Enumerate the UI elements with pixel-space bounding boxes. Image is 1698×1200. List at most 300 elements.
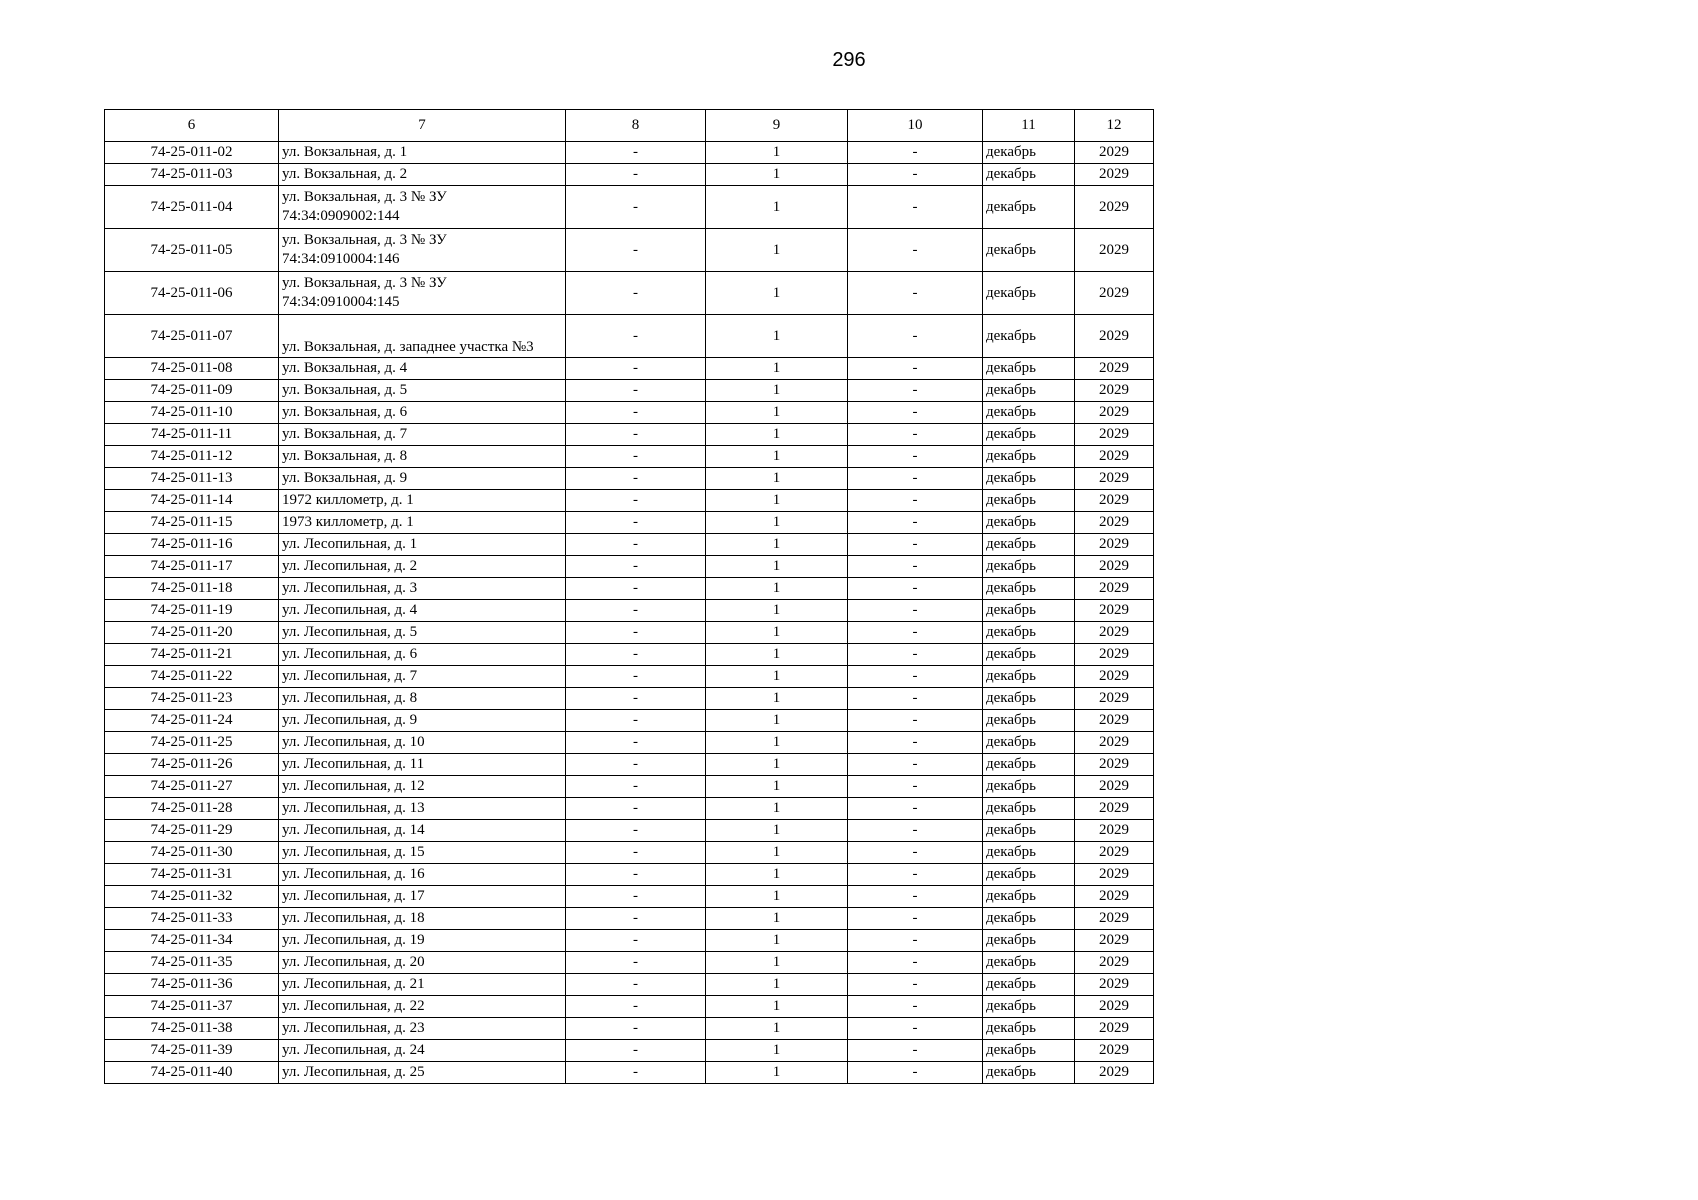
cell-month: декабрь — [983, 556, 1075, 578]
table-row — [105, 820, 1154, 842]
cell-code: 74-25-011-24 — [105, 710, 279, 732]
cell-col-8: - — [566, 578, 706, 600]
address-line: ул. Лесопильная, д. 23 — [282, 1020, 425, 1036]
cell-col-10: - — [848, 732, 983, 754]
address-line: ул. Вокзальная, д. 2 — [282, 166, 408, 182]
cell-col-9: 1 — [706, 864, 848, 886]
cell-col-10: - — [848, 424, 983, 446]
cell-year: 2029 — [1075, 402, 1154, 424]
address-line: ул. Лесопильная, д. 7 — [282, 668, 418, 684]
cell-year: 2029 — [1075, 952, 1154, 974]
cell-address — [279, 930, 566, 952]
cell-col-9: 1 — [706, 952, 848, 974]
cell-address — [279, 578, 566, 600]
cell-month: декабрь — [983, 578, 1075, 600]
cell-address — [279, 644, 566, 666]
cell-col-8: - — [566, 842, 706, 864]
cell-year: 2029 — [1075, 229, 1154, 272]
cell-year: 2029 — [1075, 186, 1154, 229]
cell-col-8: - — [566, 446, 706, 468]
address-line: ул. Вокзальная, д. 4 — [282, 360, 408, 376]
cell-col-9: 1 — [706, 908, 848, 930]
address-line: 1972 киллометр, д. 1 — [282, 492, 414, 508]
address-line: ул. Лесопильная, д. 5 — [282, 624, 418, 640]
cell-address — [279, 512, 566, 534]
cell-code: 74-25-011-37 — [105, 996, 279, 1018]
cell-code: 74-25-011-15 — [105, 512, 279, 534]
cell-code: 74-25-011-21 — [105, 644, 279, 666]
cell-code: 74-25-011-26 — [105, 754, 279, 776]
address-line: ул. Вокзальная, д. 7 — [282, 426, 408, 442]
column-header: 12 — [1075, 110, 1154, 142]
cell-year: 2029 — [1075, 864, 1154, 886]
cell-month: декабрь — [983, 186, 1075, 229]
cell-col-10: - — [848, 512, 983, 534]
address-line: ул. Вокзальная, д. 9 — [282, 470, 408, 486]
address-line: ул. Вокзальная, д. западнее участка №3 — [282, 339, 534, 355]
cell-year: 2029 — [1075, 600, 1154, 622]
cell-month: декабрь — [983, 798, 1075, 820]
address-line: ул. Лесопильная, д. 20 — [282, 954, 425, 970]
table-row — [105, 186, 1154, 229]
cell-col-9: 1 — [706, 186, 848, 229]
table-row — [105, 1062, 1154, 1084]
address-line: ул. Лесопильная, д. 14 — [282, 822, 425, 838]
cell-col-10: - — [848, 688, 983, 710]
column-header: 9 — [706, 110, 848, 142]
cell-code: 74-25-011-30 — [105, 842, 279, 864]
cell-code: 74-25-011-25 — [105, 732, 279, 754]
cell-address — [279, 622, 566, 644]
cell-col-9: 1 — [706, 886, 848, 908]
table-row — [105, 732, 1154, 754]
cell-col-9: 1 — [706, 402, 848, 424]
cell-address — [279, 468, 566, 490]
cell-address — [279, 776, 566, 798]
cell-month: декабрь — [983, 534, 1075, 556]
table-row — [105, 864, 1154, 886]
cell-month: декабрь — [983, 776, 1075, 798]
cell-address — [279, 600, 566, 622]
cell-col-9: 1 — [706, 272, 848, 315]
cell-col-8: - — [566, 732, 706, 754]
table-row — [105, 164, 1154, 186]
cell-col-10: - — [848, 1018, 983, 1040]
cell-address — [279, 974, 566, 996]
cell-month: декабрь — [983, 315, 1075, 358]
cell-code: 74-25-011-08 — [105, 358, 279, 380]
cell-code: 74-25-011-34 — [105, 930, 279, 952]
cell-address — [279, 820, 566, 842]
cell-col-8: - — [566, 142, 706, 164]
cell-address — [279, 142, 566, 164]
cell-month: декабрь — [983, 908, 1075, 930]
table-row — [105, 886, 1154, 908]
cell-col-8: - — [566, 556, 706, 578]
table-row — [105, 1018, 1154, 1040]
cell-month: декабрь — [983, 644, 1075, 666]
cell-col-10: - — [848, 380, 983, 402]
cell-col-8: - — [566, 315, 706, 358]
cell-code: 74-25-011-23 — [105, 688, 279, 710]
cell-col-10: - — [848, 974, 983, 996]
table-row — [105, 402, 1154, 424]
cell-col-10: - — [848, 908, 983, 930]
cell-col-10: - — [848, 468, 983, 490]
cell-code: 74-25-011-02 — [105, 142, 279, 164]
cell-year: 2029 — [1075, 315, 1154, 358]
cell-year: 2029 — [1075, 842, 1154, 864]
cell-col-8: - — [566, 186, 706, 229]
cell-col-10: - — [848, 1062, 983, 1084]
cell-year: 2029 — [1075, 142, 1154, 164]
cell-code: 74-25-011-10 — [105, 402, 279, 424]
header-row — [105, 110, 1154, 142]
cell-month: декабрь — [983, 490, 1075, 512]
cell-year: 2029 — [1075, 974, 1154, 996]
cell-col-10: - — [848, 886, 983, 908]
address-line: ул. Вокзальная, д. 1 — [282, 144, 408, 160]
address-line: ул. Вокзальная, д. 6 — [282, 404, 408, 420]
cell-col-10: - — [848, 315, 983, 358]
address-line: ул. Лесопильная, д. 18 — [282, 910, 425, 926]
table-row — [105, 710, 1154, 732]
table-row — [105, 842, 1154, 864]
cell-month: декабрь — [983, 710, 1075, 732]
cell-col-8: - — [566, 622, 706, 644]
address-line: ул. Лесопильная, д. 11 — [282, 756, 425, 772]
table-row — [105, 776, 1154, 798]
cell-month: декабрь — [983, 1018, 1075, 1040]
cell-col-10: - — [848, 996, 983, 1018]
cell-col-8: - — [566, 272, 706, 315]
cell-year: 2029 — [1075, 490, 1154, 512]
table-row — [105, 142, 1154, 164]
table-row — [105, 380, 1154, 402]
address-line: ул. Лесопильная, д. 10 — [282, 734, 425, 750]
cell-col-10: - — [848, 1040, 983, 1062]
cell-col-9: 1 — [706, 754, 848, 776]
cell-col-8: - — [566, 666, 706, 688]
cell-address — [279, 186, 566, 229]
cell-col-8: - — [566, 710, 706, 732]
cell-code: 74-25-011-13 — [105, 468, 279, 490]
cell-month: декабрь — [983, 142, 1075, 164]
address-line: ул. Лесопильная, д. 17 — [282, 888, 425, 904]
column-header: 10 — [848, 110, 983, 142]
cell-col-9: 1 — [706, 776, 848, 798]
address-line: ул. Вокзальная, д. 5 — [282, 382, 408, 398]
table-row — [105, 798, 1154, 820]
cell-col-8: - — [566, 644, 706, 666]
cell-col-8: - — [566, 820, 706, 842]
address-line: ул. Лесопильная, д. 22 — [282, 998, 425, 1014]
cell-year: 2029 — [1075, 666, 1154, 688]
cell-address — [279, 556, 566, 578]
address-line: ул. Лесопильная, д. 16 — [282, 866, 425, 882]
table-body — [105, 142, 1154, 1084]
cell-address — [279, 1018, 566, 1040]
cell-year: 2029 — [1075, 358, 1154, 380]
cell-address — [279, 1062, 566, 1084]
address-line: ул. Лесопильная, д. 13 — [282, 800, 425, 816]
cell-year: 2029 — [1075, 468, 1154, 490]
address-line: ул. Лесопильная, д. 6 — [282, 646, 418, 662]
address-line: ул. Лесопильная, д. 2 — [282, 558, 418, 574]
cell-col-9: 1 — [706, 974, 848, 996]
cell-col-8: - — [566, 380, 706, 402]
cell-col-8: - — [566, 1018, 706, 1040]
table-row — [105, 754, 1154, 776]
table-row — [105, 996, 1154, 1018]
cell-month: декабрь — [983, 1040, 1075, 1062]
cell-year: 2029 — [1075, 1062, 1154, 1084]
address-line: ул. Лесопильная, д. 1 — [282, 536, 418, 552]
cell-month: декабрь — [983, 842, 1075, 864]
address-line: ул. Лесопильная, д. 8 — [282, 690, 418, 706]
cell-year: 2029 — [1075, 578, 1154, 600]
cell-year: 2029 — [1075, 622, 1154, 644]
cell-year: 2029 — [1075, 446, 1154, 468]
table-row — [105, 229, 1154, 272]
cell-col-9: 1 — [706, 1062, 848, 1084]
cell-address — [279, 886, 566, 908]
cell-col-10: - — [848, 930, 983, 952]
cell-month: декабрь — [983, 930, 1075, 952]
cell-col-10: - — [848, 186, 983, 229]
cell-col-10: - — [848, 402, 983, 424]
cell-year: 2029 — [1075, 798, 1154, 820]
cell-year: 2029 — [1075, 380, 1154, 402]
cell-col-9: 1 — [706, 732, 848, 754]
cell-col-8: - — [566, 974, 706, 996]
cell-col-9: 1 — [706, 666, 848, 688]
cell-col-8: - — [566, 534, 706, 556]
cell-col-9: 1 — [706, 600, 848, 622]
cell-year: 2029 — [1075, 688, 1154, 710]
cell-year: 2029 — [1075, 512, 1154, 534]
table-row — [105, 644, 1154, 666]
cell-month: декабрь — [983, 402, 1075, 424]
cell-col-10: - — [848, 358, 983, 380]
cell-col-9: 1 — [706, 534, 848, 556]
cell-year: 2029 — [1075, 908, 1154, 930]
address-line: ул. Лесопильная, д. 19 — [282, 932, 425, 948]
table-row — [105, 1040, 1154, 1062]
cell-col-10: - — [848, 534, 983, 556]
cell-col-8: - — [566, 688, 706, 710]
cell-code: 74-25-011-03 — [105, 164, 279, 186]
cell-col-8: - — [566, 512, 706, 534]
cell-year: 2029 — [1075, 644, 1154, 666]
cell-col-10: - — [848, 842, 983, 864]
cell-col-8: - — [566, 164, 706, 186]
cell-col-8: - — [566, 402, 706, 424]
cell-month: декабрь — [983, 358, 1075, 380]
cell-col-9: 1 — [706, 1018, 848, 1040]
cell-month: декабрь — [983, 688, 1075, 710]
address-line: ул. Вокзальная, д. 3 № ЗУ — [282, 275, 447, 291]
cell-month: декабрь — [983, 229, 1075, 272]
cell-col-10: - — [848, 600, 983, 622]
cell-col-10: - — [848, 864, 983, 886]
column-header: 8 — [566, 110, 706, 142]
cell-code: 74-25-011-29 — [105, 820, 279, 842]
cell-col-10: - — [848, 754, 983, 776]
cell-col-9: 1 — [706, 424, 848, 446]
cell-col-8: - — [566, 600, 706, 622]
cell-code: 74-25-011-20 — [105, 622, 279, 644]
column-header: 11 — [983, 110, 1075, 142]
cell-year: 2029 — [1075, 754, 1154, 776]
cell-address — [279, 229, 566, 272]
cell-col-9: 1 — [706, 820, 848, 842]
cell-month: декабрь — [983, 512, 1075, 534]
address-line: ул. Лесопильная, д. 9 — [282, 712, 418, 728]
cell-code: 74-25-011-17 — [105, 556, 279, 578]
cell-col-9: 1 — [706, 644, 848, 666]
cell-code: 74-25-011-38 — [105, 1018, 279, 1040]
cell-address — [279, 666, 566, 688]
cell-col-10: - — [848, 556, 983, 578]
cell-col-8: - — [566, 798, 706, 820]
cell-col-10: - — [848, 710, 983, 732]
table-row — [105, 272, 1154, 315]
table-row — [105, 358, 1154, 380]
cell-col-8: - — [566, 490, 706, 512]
cell-col-10: - — [848, 446, 983, 468]
cell-month: декабрь — [983, 468, 1075, 490]
cell-address — [279, 446, 566, 468]
table-row — [105, 974, 1154, 996]
address-line: ул. Лесопильная, д. 24 — [282, 1042, 425, 1058]
cell-col-8: - — [566, 908, 706, 930]
cell-year: 2029 — [1075, 732, 1154, 754]
cell-col-10: - — [848, 272, 983, 315]
column-header: 7 — [279, 110, 566, 142]
cell-code: 74-25-011-35 — [105, 952, 279, 974]
cell-code: 74-25-011-14 — [105, 490, 279, 512]
cell-col-9: 1 — [706, 490, 848, 512]
cell-address — [279, 908, 566, 930]
cell-col-8: - — [566, 1040, 706, 1062]
cell-address — [279, 490, 566, 512]
cell-code: 74-25-011-19 — [105, 600, 279, 622]
cell-code: 74-25-011-09 — [105, 380, 279, 402]
address-line: ул. Лесопильная, д. 3 — [282, 580, 418, 596]
cell-address — [279, 272, 566, 315]
cell-col-9: 1 — [706, 798, 848, 820]
cell-month: декабрь — [983, 974, 1075, 996]
cell-col-8: - — [566, 930, 706, 952]
table-row — [105, 930, 1154, 952]
cell-col-9: 1 — [706, 996, 848, 1018]
cell-address — [279, 380, 566, 402]
cell-month: декабрь — [983, 1062, 1075, 1084]
cell-code: 74-25-011-05 — [105, 229, 279, 272]
cell-col-10: - — [848, 578, 983, 600]
cell-col-8: - — [566, 468, 706, 490]
address-line: ул. Лесопильная, д. 15 — [282, 844, 425, 860]
cell-address — [279, 534, 566, 556]
cell-col-8: - — [566, 952, 706, 974]
cell-code: 74-25-011-18 — [105, 578, 279, 600]
cell-address — [279, 754, 566, 776]
cell-month: декабрь — [983, 864, 1075, 886]
cell-month: декабрь — [983, 732, 1075, 754]
address-line: ул. Вокзальная, д. 8 — [282, 448, 408, 464]
table-row — [105, 534, 1154, 556]
cell-year: 2029 — [1075, 930, 1154, 952]
cell-col-9: 1 — [706, 688, 848, 710]
data-table — [104, 109, 1154, 1084]
cell-col-9: 1 — [706, 1040, 848, 1062]
cell-col-10: - — [848, 644, 983, 666]
cell-col-10: - — [848, 666, 983, 688]
cell-col-9: 1 — [706, 164, 848, 186]
cell-month: декабрь — [983, 600, 1075, 622]
cell-col-10: - — [848, 142, 983, 164]
table-row — [105, 600, 1154, 622]
table-row — [105, 468, 1154, 490]
address-line: 74:34:0910004:146 — [282, 251, 400, 267]
address-line: ул. Вокзальная, д. 3 № ЗУ — [282, 232, 447, 248]
cell-col-10: - — [848, 952, 983, 974]
cell-col-8: - — [566, 864, 706, 886]
address-line: 74:34:0910004:145 — [282, 294, 400, 310]
cell-col-8: - — [566, 996, 706, 1018]
cell-address — [279, 164, 566, 186]
cell-col-10: - — [848, 820, 983, 842]
cell-address — [279, 996, 566, 1018]
cell-year: 2029 — [1075, 996, 1154, 1018]
cell-code: 74-25-011-12 — [105, 446, 279, 468]
cell-year: 2029 — [1075, 272, 1154, 315]
table-row — [105, 622, 1154, 644]
cell-month: декабрь — [983, 424, 1075, 446]
cell-address — [279, 952, 566, 974]
cell-year: 2029 — [1075, 534, 1154, 556]
cell-code: 74-25-011-27 — [105, 776, 279, 798]
cell-col-8: - — [566, 424, 706, 446]
cell-month: декабрь — [983, 666, 1075, 688]
cell-col-9: 1 — [706, 512, 848, 534]
cell-address — [279, 710, 566, 732]
cell-code: 74-25-011-07 — [105, 315, 279, 358]
cell-address — [279, 358, 566, 380]
table-row — [105, 490, 1154, 512]
cell-year: 2029 — [1075, 710, 1154, 732]
cell-col-9: 1 — [706, 358, 848, 380]
cell-address — [279, 424, 566, 446]
cell-col-9: 1 — [706, 142, 848, 164]
cell-col-10: - — [848, 798, 983, 820]
cell-code: 74-25-011-11 — [105, 424, 279, 446]
cell-year: 2029 — [1075, 776, 1154, 798]
cell-month: декабрь — [983, 164, 1075, 186]
cell-col-9: 1 — [706, 578, 848, 600]
cell-code: 74-25-011-06 — [105, 272, 279, 315]
cell-year: 2029 — [1075, 886, 1154, 908]
cell-col-8: - — [566, 754, 706, 776]
cell-address — [279, 315, 566, 358]
cell-col-9: 1 — [706, 622, 848, 644]
cell-code: 74-25-011-39 — [105, 1040, 279, 1062]
cell-col-9: 1 — [706, 842, 848, 864]
cell-col-9: 1 — [706, 229, 848, 272]
cell-year: 2029 — [1075, 424, 1154, 446]
cell-address — [279, 402, 566, 424]
